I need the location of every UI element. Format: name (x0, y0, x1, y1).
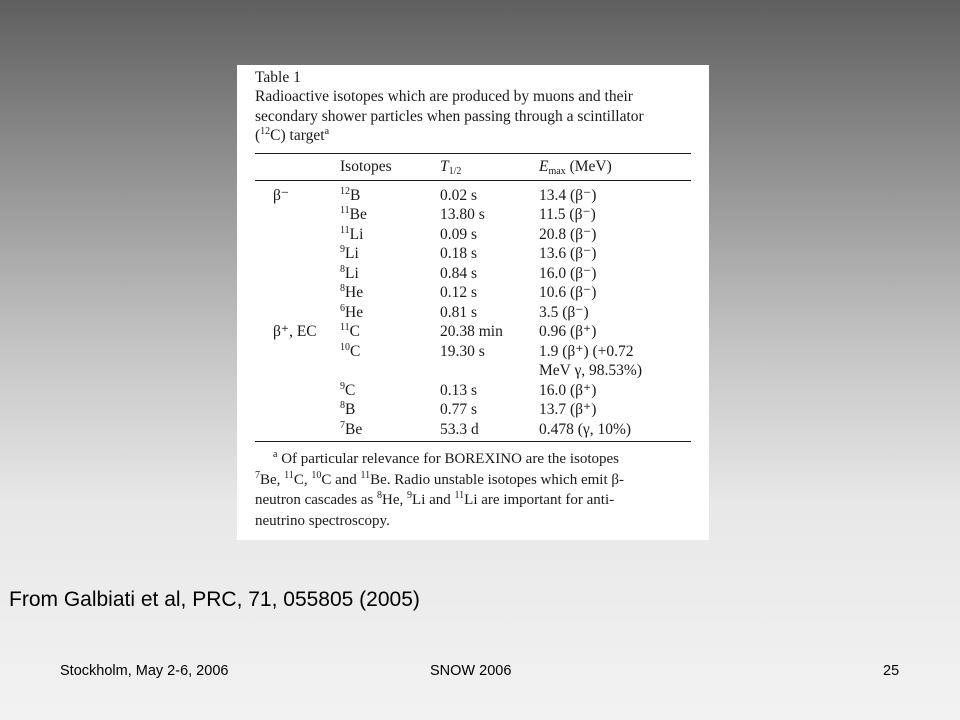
isotope-cell (340, 244, 440, 264)
decay-mode-cell (255, 342, 340, 362)
element-symbol: B (345, 401, 356, 418)
emax-cell: 0.478 (γ, 10%) (539, 420, 632, 438)
header-half-life: $T_{1/2}$ (440, 157, 462, 177)
caption-line-1: Radioactive isotopes which are produced by muons and their (255, 88, 633, 105)
isotope-cell (340, 420, 440, 440)
emax-cell: 13.4 (β⁻) (539, 186, 597, 204)
half-life-cell: 19.30 s (440, 342, 485, 360)
emax-cell: 0.96 (β⁺) (539, 323, 597, 340)
table-row (255, 205, 691, 225)
isotope-cell (340, 342, 440, 362)
isotope-cell (340, 381, 440, 401)
half-life-cell: 53.3 d (440, 420, 479, 438)
mass-number: 10 (340, 341, 350, 353)
element-symbol: B (350, 186, 361, 204)
decay-mode-cell (255, 283, 340, 303)
header-isotopes: Isotopes (340, 157, 392, 175)
element-symbol: C (350, 342, 361, 360)
table-body (255, 181, 691, 440)
isotope-table-image (237, 65, 709, 540)
decay-mode-cell (255, 205, 340, 225)
element-symbol: Be (349, 206, 367, 223)
isotope-cell (340, 303, 440, 323)
emax-cell: 13.6 (β⁻) (539, 245, 597, 262)
decay-mode-cell (255, 361, 340, 381)
isotope-cell (340, 225, 440, 245)
mass-number: 9 (340, 380, 345, 392)
mass-number: 7 (340, 419, 345, 431)
isotope-cell (340, 264, 440, 284)
half-life-cell: 0.13 s (440, 381, 478, 399)
table-row (255, 361, 691, 381)
table-row (255, 381, 691, 401)
isotope-cell (340, 186, 440, 206)
half-life-cell: 0.81 s (440, 303, 478, 321)
emax-cell: 3.5 (β⁻) (539, 303, 589, 321)
isotope-cell (340, 361, 440, 381)
half-life-cell: 0.77 s (440, 401, 478, 418)
half-life-cell: 20.38 min (440, 323, 503, 340)
footnote-line-4: neutrino spectroscopy. (255, 512, 390, 529)
mass-number: 8 (340, 283, 345, 294)
footnote-line-2: $^7$Be, $^{11}$C, $^{10}$C and $^{11}$Be. Radio unstable isotopes which emit β- (255, 469, 624, 488)
emax-cell: 16.0 (β⁻) (539, 264, 597, 282)
table-row (255, 303, 691, 323)
header-emax: $E_{max}$ (MeV) (539, 157, 612, 177)
emax-cell: 20.8 (β⁻) (539, 225, 597, 243)
mass-number: 9 (340, 244, 345, 255)
table-row (255, 322, 691, 342)
table-footnote (255, 442, 691, 531)
emax-cell: 13.7 (β⁺) (539, 401, 597, 418)
decay-mode-cell (255, 303, 340, 323)
half-life-cell: 13.80 s (440, 206, 485, 223)
footer-page-number: 25 (883, 663, 900, 679)
table-label: Table 1 (255, 69, 301, 86)
half-life-cell: 0.09 s (440, 225, 478, 243)
decay-mode-cell: β⁻ (273, 186, 290, 204)
decay-mode-cell (255, 225, 340, 245)
caption-line-2: secondary shower particles when passing through a scintillator (255, 107, 644, 125)
emax-cell: 1.9 (β⁺) (+0.72 (539, 342, 634, 360)
element-symbol: Li (349, 225, 364, 243)
table-row (255, 225, 691, 245)
mass-number: 11 (340, 205, 350, 216)
half-life-cell (440, 361, 539, 381)
half-life-cell: 0.84 s (440, 264, 478, 282)
mass-number: 8 (340, 400, 345, 411)
table-row (255, 420, 691, 440)
mass-number: 6 (340, 302, 345, 314)
table-row (255, 264, 691, 284)
isotope-cell (340, 400, 440, 420)
footnote-line-1: $^a$ Of particular relevance for BOREXINO are the isotopes (273, 449, 619, 467)
caption-line-3: ($^{12}$C) target$^a$ (255, 126, 330, 144)
decay-mode-cell (255, 244, 340, 264)
emax-cell: 10.6 (β⁻) (539, 284, 597, 301)
footnote-line-3: neutron cascades as $^8$He, $^9$Li and $^{11}$Li are important for anti- (255, 490, 615, 508)
source-citation: From Galbiati et al, PRC, 71, 055805 (2005) (9, 588, 420, 611)
table-row (255, 342, 691, 362)
element-symbol: Be (345, 420, 363, 438)
mass-number: 12 (340, 185, 350, 197)
footnote-marker: a (324, 126, 330, 137)
element-symbol: Li (345, 245, 359, 262)
isotope-cell (340, 283, 440, 303)
element-symbol: C (349, 323, 360, 340)
half-life-cell: 0.02 s (440, 186, 478, 204)
footer-location-date: Stockholm, May 2-6, 2006 (60, 663, 229, 679)
half-life-cell: 0.18 s (440, 245, 478, 262)
table-row (255, 283, 691, 303)
table-row (255, 244, 691, 264)
mass-number: 8 (340, 263, 345, 275)
mass-number: 11 (340, 224, 350, 236)
table-row (255, 400, 691, 420)
element-symbol: Li (345, 264, 359, 282)
table-row (255, 186, 691, 206)
decay-mode-cell (255, 400, 340, 420)
decay-mode-cell (255, 420, 340, 440)
emax-cell: MeV γ, 98.53%) (539, 362, 642, 379)
isotope-cell (340, 205, 440, 225)
element-symbol: C (345, 381, 356, 399)
footer-event: SNOW 2006 (430, 663, 512, 679)
half-life-cell: 0.12 s (440, 284, 478, 301)
decay-mode-cell (255, 381, 340, 401)
table-header-row (255, 154, 691, 180)
decay-mode-cell: β⁺, EC (273, 323, 317, 340)
mass-number: 11 (340, 322, 350, 333)
emax-cell: 11.5 (β⁻) (539, 206, 596, 223)
element-symbol: He (345, 303, 364, 321)
element-symbol: He (345, 284, 364, 301)
isotope-cell (340, 322, 440, 342)
table-caption (255, 87, 691, 148)
decay-mode-cell (255, 264, 340, 284)
emax-cell: 16.0 (β⁺) (539, 381, 597, 399)
